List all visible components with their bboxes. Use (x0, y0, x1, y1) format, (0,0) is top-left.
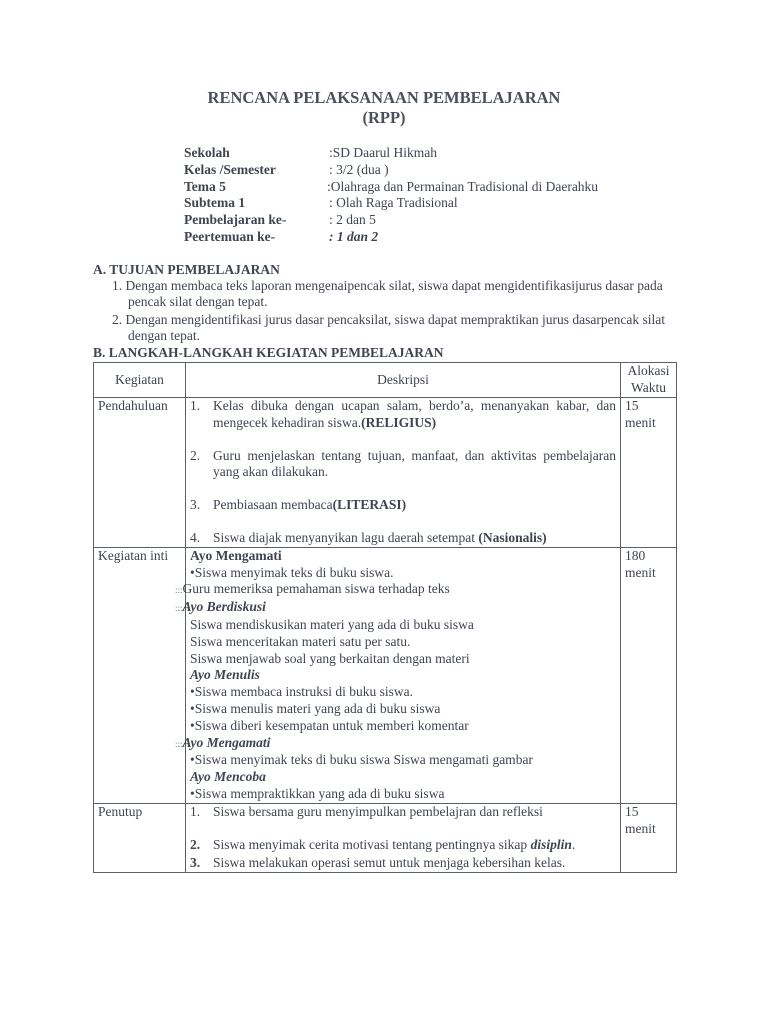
list-item: Siswa menceritakan materi satu per satu. (190, 633, 411, 649)
list-item: •Siswa diberi kesempatan untuk memberi komentar (190, 717, 469, 733)
list-item: 2. Guru menjelaskan tentang tujuan, manfaat, dan aktivitas pembelajaran yang akan dilakukan. (190, 447, 616, 480)
info-label: Tema 5 (184, 178, 226, 194)
waktu-cell: 15 menit (621, 398, 677, 548)
info-value: : 3/2 (dua ) (329, 161, 389, 177)
info-label: Kelas /Semester (184, 161, 276, 177)
info-value: : Olah Raga Tradisional (329, 195, 458, 211)
info-label: Pembelajaran ke- (184, 212, 287, 228)
list-item: Siswa mendiskusikan materi yang ada di buku siswa (190, 616, 474, 632)
deskripsi-cell (186, 398, 621, 548)
deskripsi-cell (175, 547, 621, 803)
learning-goals-list (112, 278, 682, 346)
section-a-heading: A. TUJUAN PEMBELAJARAN (93, 262, 280, 277)
deskripsi-cell (186, 803, 621, 872)
table-row-pendahuluan (94, 398, 677, 548)
info-label: Subtema 1 (184, 195, 246, 211)
kegiatan-cell: Kegiatan inti (94, 547, 186, 803)
list-item: •Siswa menyimak teks di buku siswa Siswa mengamati gambar (190, 752, 533, 768)
list-item: •Siswa menulis materi yang ada di buku siswa (190, 700, 441, 716)
list-item: •Siswa menyimak teks di buku siswa. (190, 564, 394, 580)
info-value: :SD Daarul Hikmah (329, 145, 437, 160)
info-value: :Olahraga dan Permainan Tradisional di Daerahku (327, 178, 599, 194)
list-item: 3. Pembiasaan membaca(LITERASI) (190, 497, 407, 513)
info-label: Sekolah (184, 145, 230, 160)
list-item: 3. Siswa melakukan operasi semut untuk menjaga kebersihan kelas. (190, 855, 566, 871)
activity-heading: :::Ayo Mengamati (175, 734, 271, 750)
kegiatan-cell: Penutup (94, 803, 186, 872)
activity-heading: Ayo Mencoba (190, 769, 266, 785)
section-b-heading: B. LANGKAH-LANGKAH KEGIATAN PEMBELAJARAN (93, 345, 444, 360)
list-item: :::Guru memeriksa pemahaman siswa terhadap teks (175, 581, 450, 597)
activity-heading: Ayo Mengamati (190, 547, 282, 563)
activities-table (93, 362, 677, 873)
list-item: 4. Siswa diajak menyanyikan lagu daerah setempat (Nasionalis) (190, 529, 547, 545)
header-deskripsi: Deskripsi (186, 363, 621, 398)
list-item: •Siswa mempraktikkan yang ada di buku siswa (190, 785, 445, 801)
table-row-penutup (94, 803, 677, 872)
learning-goal: 1. Dengan membaca teks laporan mengenaipencak silat, siswa dapat mengidentifikasijurus dasar pada pencak silat dengan tepat. (112, 278, 663, 310)
learning-goal: 2. Dengan mengidentifikasi jurus dasar pencaksilat, siswa dapat mempraktikan jurus dasarpencak silat dengan tepat. (112, 311, 665, 344)
activity-heading: Ayo Menulis (190, 667, 260, 683)
list-item: •Siswa membaca instruksi di buku siswa. (190, 684, 413, 700)
info-label: Peertemuan ke- (184, 228, 276, 244)
header-alokasi: Alokasi Waktu (621, 363, 677, 398)
info-value: : 2 dan 5 (329, 212, 376, 228)
waktu-cell: 15 menit (621, 803, 677, 872)
kegiatan-cell: Pendahuluan (94, 398, 186, 548)
table-row-inti (94, 547, 677, 803)
waktu-cell: 180 menit (621, 547, 677, 803)
list-item: Siswa menjawab soal yang berkaitan dengan materi (190, 650, 470, 666)
header-kegiatan: Kegiatan (94, 363, 186, 398)
table-header-row (94, 363, 677, 398)
document-title: RENCANA PELAKSANAAN PEMBELAJARAN (207, 88, 561, 107)
info-value: : 1 dan 2 (329, 228, 379, 244)
list-item: 2. Siswa menyimak cerita motivasi tentang pentingnya sikap disiplin. (190, 836, 576, 852)
list-item: 1. Siswa bersama guru menyimpulkan pembelajran dan refleksi (190, 803, 543, 819)
activity-heading: :::Ayo Berdiskusi (175, 599, 266, 615)
list-item: 1. Kelas dibuka dengan ucapan salam, berdo’a, menanyakan kabar, dan mengecek kehadiran siswa.(RELIGIUS) (190, 398, 616, 430)
document-subtitle: (RPP) (362, 108, 406, 127)
